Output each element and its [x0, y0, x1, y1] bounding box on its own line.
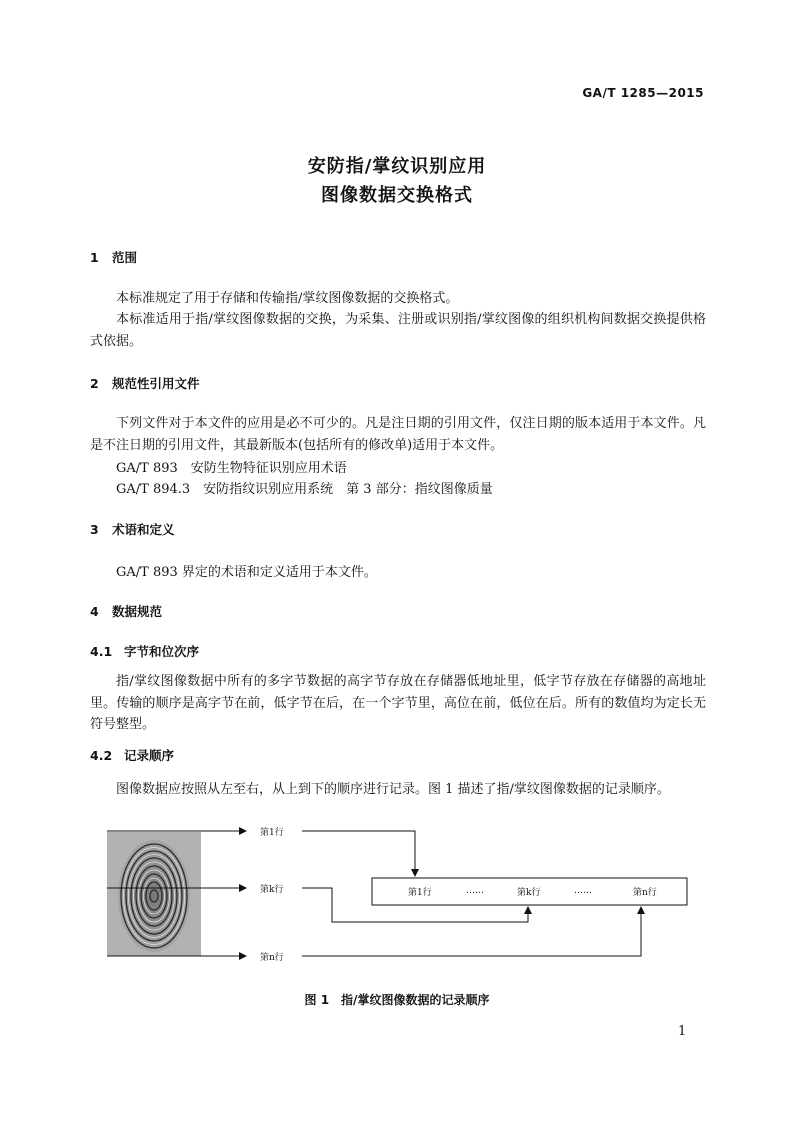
record-order-figure	[100, 816, 700, 976]
row-label-1: 第1行	[260, 828, 284, 838]
section-number: 4	[90, 604, 99, 619]
section-title: 术语和定义	[112, 522, 175, 537]
box-item-row-1: 第1行	[408, 888, 432, 898]
standard-code: GA/T 1285—2015	[582, 86, 704, 100]
box-item-ellipsis-1: ……	[466, 886, 484, 896]
subsection-number: 4.1	[90, 644, 113, 659]
row-label-k: 第k行	[260, 885, 284, 895]
row-label-n: 第n行	[260, 953, 284, 963]
section-number: 2	[90, 376, 99, 391]
document-title-line-1: 安防指/掌纹识别应用	[307, 156, 487, 177]
section-title: 数据规范	[112, 604, 163, 619]
document-title-line-2: 图像数据交换格式	[321, 185, 473, 206]
fingerprint-image	[107, 832, 201, 956]
section-4-2-heading	[90, 746, 174, 764]
section-1-paragraph-1: 本标准规定了用于存储和传输指/掌纹图像数据的交换格式。	[116, 291, 459, 306]
section-1-paragraph-2: 本标准适用于指/掌纹图像数据的交换，为采集、注册或识别指/掌纹图像的组织机构间数据交换提供格式依据。	[90, 312, 706, 349]
section-title: 规范性引用文件	[112, 376, 200, 391]
section-4-2-paragraph: 图像数据应按照从左至右，从上到下的顺序进行记录。图 1 描述了指/掌纹图像数据的记录顺序。	[116, 782, 670, 797]
section-3-paragraph-1: GA/T 893 界定的术语和定义适用于本文件。	[116, 565, 377, 580]
section-number: 3	[90, 522, 99, 537]
box-item-row-k: 第k行	[517, 888, 541, 898]
section-4-heading	[90, 602, 162, 620]
section-2-heading	[90, 374, 200, 392]
subsection-title: 记录顺序	[124, 748, 175, 763]
section-3-heading	[90, 520, 175, 538]
section-1-heading	[90, 248, 137, 266]
section-2-paragraph-1: 下列文件对于本文件的应用是必不可少的。凡是注日期的引用文件，仅注日期的版本适用于本文件。凡是不注日期的引用文件，其最新版本(包括所有的修改单)适用于本文件。	[90, 416, 706, 453]
page-number: 1	[678, 1024, 687, 1039]
section-4-1-heading	[90, 642, 199, 660]
section-title: 范围	[112, 250, 138, 265]
section-4-1-paragraph: 指/掌纹图像数据中所有的多字节数据的高字节存放在存储器低地址里，低字节存放在存储器的高地址里。传输的顺序是高字节在前，低字节在后，在一个字节里，高位在前，低位在后。所有的数值均为定长无符号整型。	[90, 674, 706, 732]
normative-reference-2: GA/T 894.3 安防指纹识别应用系统 第 3 部分：指纹图像质量	[116, 482, 493, 497]
subsection-title: 字节和位次序	[124, 644, 200, 659]
box-item-row-n: 第n行	[633, 888, 657, 898]
box-item-ellipsis-2: ……	[574, 886, 592, 896]
subsection-number: 4.2	[90, 748, 113, 763]
normative-reference-1: GA/T 893 安防生物特征识别应用术语	[116, 461, 347, 476]
section-number: 1	[90, 250, 99, 265]
connector-row-n	[302, 907, 641, 956]
connector-row-1	[302, 831, 415, 876]
figure-caption: 图 1 指/掌纹图像数据的记录顺序	[304, 993, 490, 1007]
